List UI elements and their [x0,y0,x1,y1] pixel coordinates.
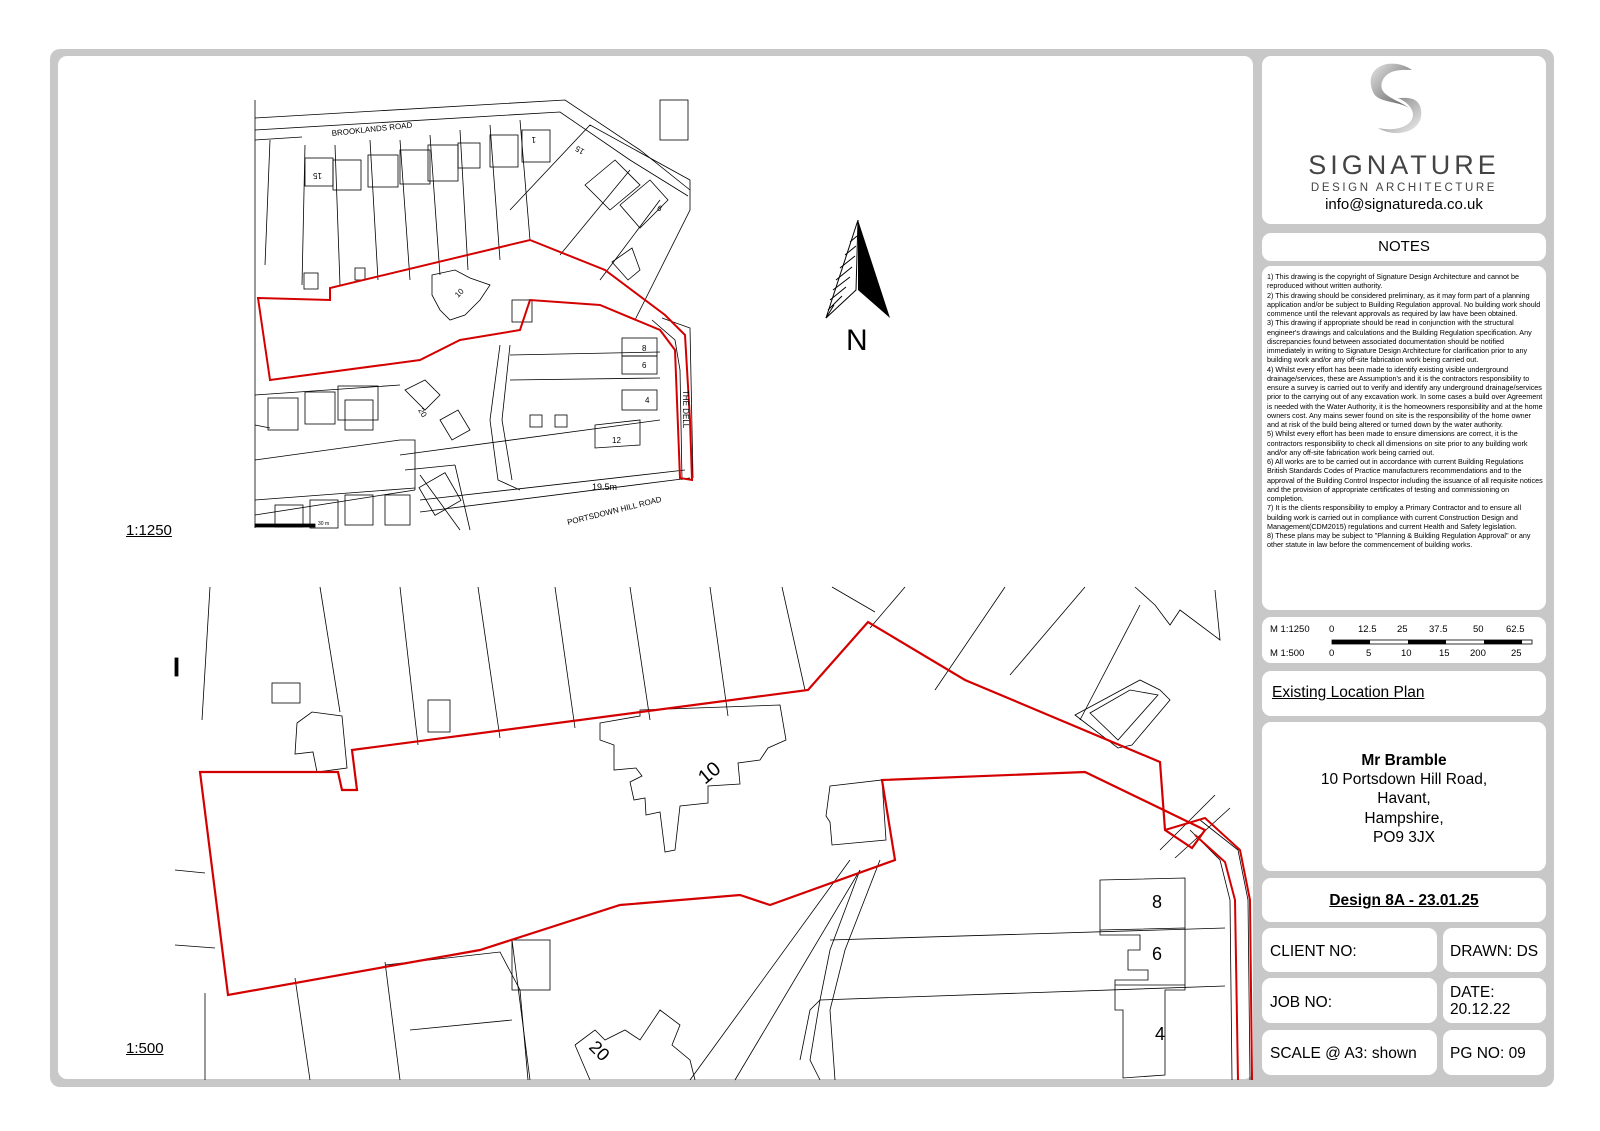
scale-row2-tick: 25 [1511,648,1522,659]
scale-row1-label: M 1:1250 [1270,624,1310,635]
company-tagline: DESIGN ARCHITECTURE [1310,182,1498,194]
house-number-10-small: 10 [453,286,466,300]
company-name: SIGNATURE [1308,150,1500,180]
large-location-plan [175,587,1250,1080]
note-item: 2) This drawing should be considered preliminary, as it may form part of a planning application and/or be subject to Building Regulation approval. No building work should commence until the relevant approvals as required by law have been obtained. [1267,290,1541,318]
client-address-line: Hampshire, [1364,810,1444,827]
scale-label-small: 1:1250 [126,522,172,539]
client-address-line: Havant, [1377,790,1431,807]
client-no-label: CLIENT NO: [1270,943,1357,960]
date-value: 20.12.22 [1450,1001,1511,1018]
scale-row1-tick: 25 [1397,624,1408,635]
house-number-12-small: 12 [612,436,621,445]
house-number-15-small: 15 [573,143,586,157]
scale-row1-tick: 50 [1473,624,1484,635]
house-number-8-large: 8 [1152,892,1163,912]
site-boundary-small [258,240,692,480]
note-item: 4) Whilst every effort has been made to identify existing visible underground drainage/services, these are Assumption's and it is the contractors responsibility to ensure a survey is carried out to verify and identify any underground drainage/services prior to the carrying out of any excavation work. In some cases a build over Agreement is needed with the Water Authority, it is the homeowners responsibility and at the home owners cost. Any mains sewer found on site is the responsibility of the home owner and at risk of the build being altered or turned down by the water authority. [1267,364,1543,429]
scale-row2-tick: 0 [1329,648,1335,659]
house-number-10-large: 10 [694,757,726,789]
note-item: 7) It is the clients responsibility to employ a Primary Contractor and to ensure all building work is carried out in compliance with current Construction Design and Management(CDM2015) regulations and current Health and Safety legislation. [1267,503,1522,531]
note-item: 8) These plans may be subject to "Planning & Building Regulation Approval" or any other statute in law before the commencement of building works. [1267,531,1531,550]
scalebar-label-small: 30 m [318,521,330,527]
road-label-brooklands: BROOKLANDS ROAD [331,120,413,138]
house-number-9-small: 9 [655,203,664,214]
company-email[interactable]: info@signatureda.co.uk [1325,196,1483,213]
scale-row1-tick: 12.5 [1358,624,1377,635]
house-number-4-small: 4 [645,396,650,405]
design-revision: Design 8A - 23.01.25 [1329,892,1479,909]
house-number-15-small: 15 [313,171,322,180]
site-boundary-large [200,622,1205,995]
scale-info-label: SCALE @ A3: shown [1270,1045,1417,1062]
scale-row2-tick: 5 [1366,648,1372,659]
note-item: 1) This drawing is the copyright of Signature Design Architecture and cannot be reproduced without written authority. [1267,272,1519,291]
scale-row2-tick: 200 [1470,648,1486,659]
drawing-title: Existing Location Plan [1272,684,1425,701]
drawn-label: DRAWN: DS [1450,943,1539,960]
small-location-plan [255,100,693,530]
house-number-8-small: 8 [642,344,647,353]
job-no-label: JOB NO: [1270,994,1333,1011]
north-arrow-icon [826,220,890,318]
notes-title: NOTES [1378,238,1430,255]
scale-row1-tick: 0 [1329,624,1335,635]
note-item: 5) Whilst every effort has been made to ensure dimensions are correct, it is the contractors responsibility to check all dimensions on site prior to any building work and/or any off-site fabrication work being carried out. [1267,429,1528,457]
client-name: Mr Bramble [1361,752,1447,769]
dimension-label: 19.5m [592,482,618,492]
scale-row2-tick: 10 [1401,648,1412,659]
client-address-line: 10 Portsdown Hill Road, [1320,771,1488,788]
house-number-1-small: 1 [531,135,536,144]
scale-label-large: 1:500 [126,1040,164,1057]
house-number-20-large: 20 [585,1036,614,1065]
house-number-20-small: 20 [416,406,429,419]
scale-row1-tick: 37.5 [1429,624,1448,635]
house-number-6-small: 6 [642,361,647,370]
client-address-line: PO9 3JX [1372,829,1436,846]
page-no-label: PG NO: 09 [1450,1045,1526,1062]
road-label-the-dell: THE DELL [681,390,690,429]
scale-row1-tick: 62.5 [1506,624,1525,635]
house-number-4-large: 4 [1155,1024,1166,1044]
road-label-portsdown: PORTSDOWN HILL ROAD [566,494,663,527]
note-item: 3) This drawing if appropriate should be read in conjunction with the structural engineer's drawings and calculations and the Building Regulation specification. Any discrepancies found between associated documentation should be notified immediately in writing to Signature Design Architecture for clarification prior to any building work and/or any off-site fabrication work being carried out. [1267,318,1532,365]
date-label: DATE: [1450,984,1495,1001]
scale-row2-tick: 15 [1439,648,1450,659]
note-item: 6) All works are to be carried out in accordance with current Building Regulations British Standards Codes of Practice manufacturers recommendations and to the approval of the Building Control Inspector including the issuance of all requisite notices and the provision of appropriate certificates of testing and commissioning on completion. [1267,457,1543,503]
scale-row2-label: M 1:500 [1270,648,1305,659]
site-boundary-large-road [1165,818,1252,1080]
north-label: N [846,324,868,357]
house-number-6-large: 6 [1152,944,1163,964]
